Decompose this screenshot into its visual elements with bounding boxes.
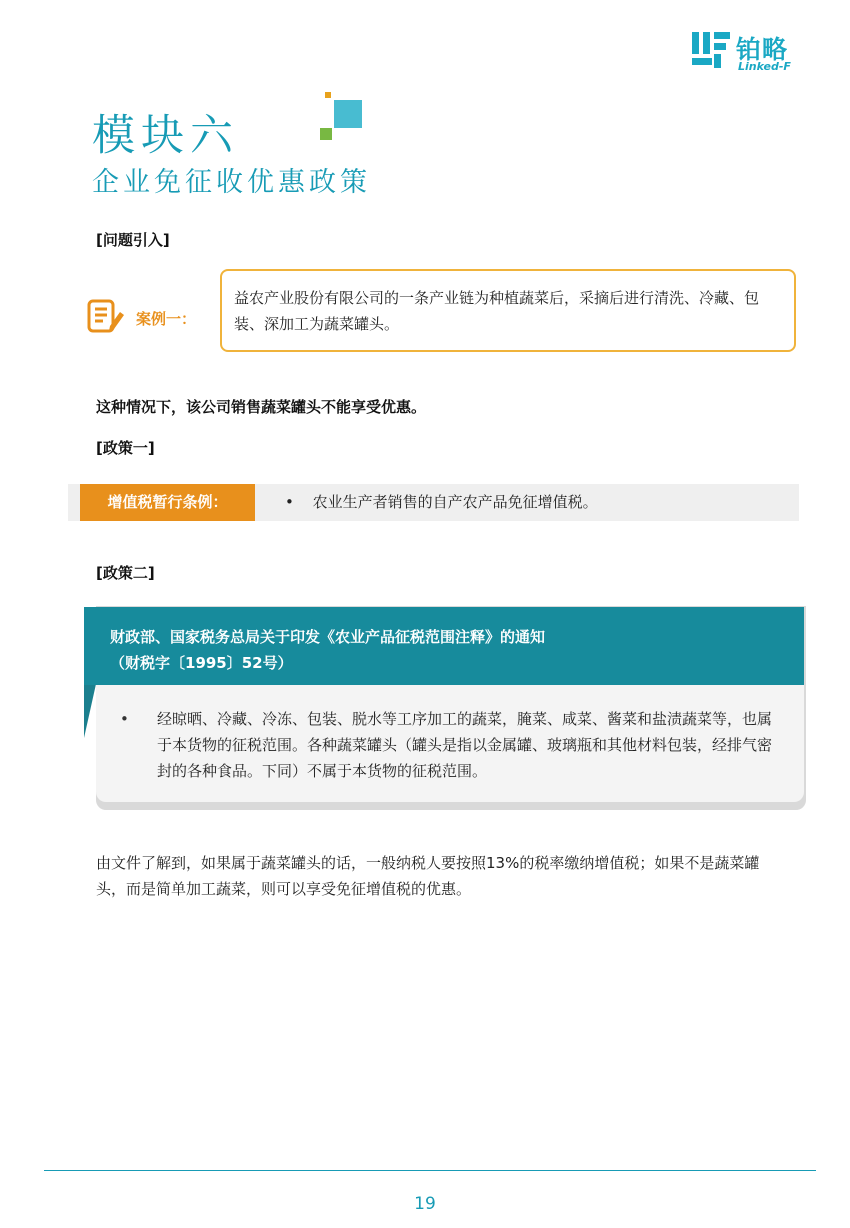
statement-text: 这种情况下，该公司销售蔬菜罐头不能享受优惠。: [96, 398, 427, 416]
logo-en-text: Linked-F: [738, 60, 791, 73]
footer-divider: [44, 1170, 816, 1171]
policy2-ribbon-fold: [84, 684, 96, 738]
case-text: 益农产业股份有限公司的一条产业链为种植蔬菜后，采摘后进行清洗、冷藏、包装、深加工为蔬菜罐头。: [234, 289, 760, 333]
logo-mark-icon: [692, 32, 732, 70]
brand-logo: [692, 30, 812, 74]
decor-square-green: [320, 128, 332, 140]
decor-square-orange: [325, 92, 331, 98]
policy2-header: [84, 607, 804, 685]
bullet: •: [285, 493, 294, 511]
policy2-header-line2: （财税字〔1995〕52号）: [110, 654, 293, 672]
policy2-label: [政策二]: [96, 564, 155, 582]
question-label: [问题引入]: [96, 231, 170, 249]
case-label: 案例一：: [136, 310, 197, 328]
notepad-pencil-icon: [86, 296, 126, 336]
policy1-tag: 增值税暂行条例：: [80, 484, 255, 521]
policy1-item: [285, 484, 598, 521]
logo-cn-text: 铂略: [736, 35, 789, 64]
conclusion-text: 由文件了解到，如果属于蔬菜罐头的话，一般纳税人要按照13%的税率缴纳增值税；如果不是蔬菜罐头，而是简单加工蔬菜，则可以享受免征增值税的优惠。: [96, 854, 760, 898]
decor-square-teal: [334, 100, 362, 128]
bullet: •: [120, 710, 129, 728]
case-box: [220, 269, 796, 352]
policy2-text: 经晾晒、冷藏、冷冻、包装、脱水等工序加工的蔬菜，腌菜、咸菜、酱菜和盐渍蔬菜等，也属于本货物的征税范围。各种蔬菜罐头（罐头是指以金属罐、玻璃瓶和其他材料包装，经排气密封的各种食品。下同）不属于本货物的征税范围。: [157, 710, 773, 780]
policy1-label: [政策一]: [96, 439, 155, 457]
policy2-header-line1: 财政部、国家税务总局关于印发《农业产品征税范围注释》的通知: [110, 628, 546, 646]
policy1-text: 农业生产者销售的自产农产品免征增值税。: [312, 493, 598, 511]
page-subtitle: 企业免征收优惠政策: [92, 167, 371, 198]
page-number: 19: [414, 1194, 436, 1214]
page-title: 模块六: [92, 111, 239, 161]
